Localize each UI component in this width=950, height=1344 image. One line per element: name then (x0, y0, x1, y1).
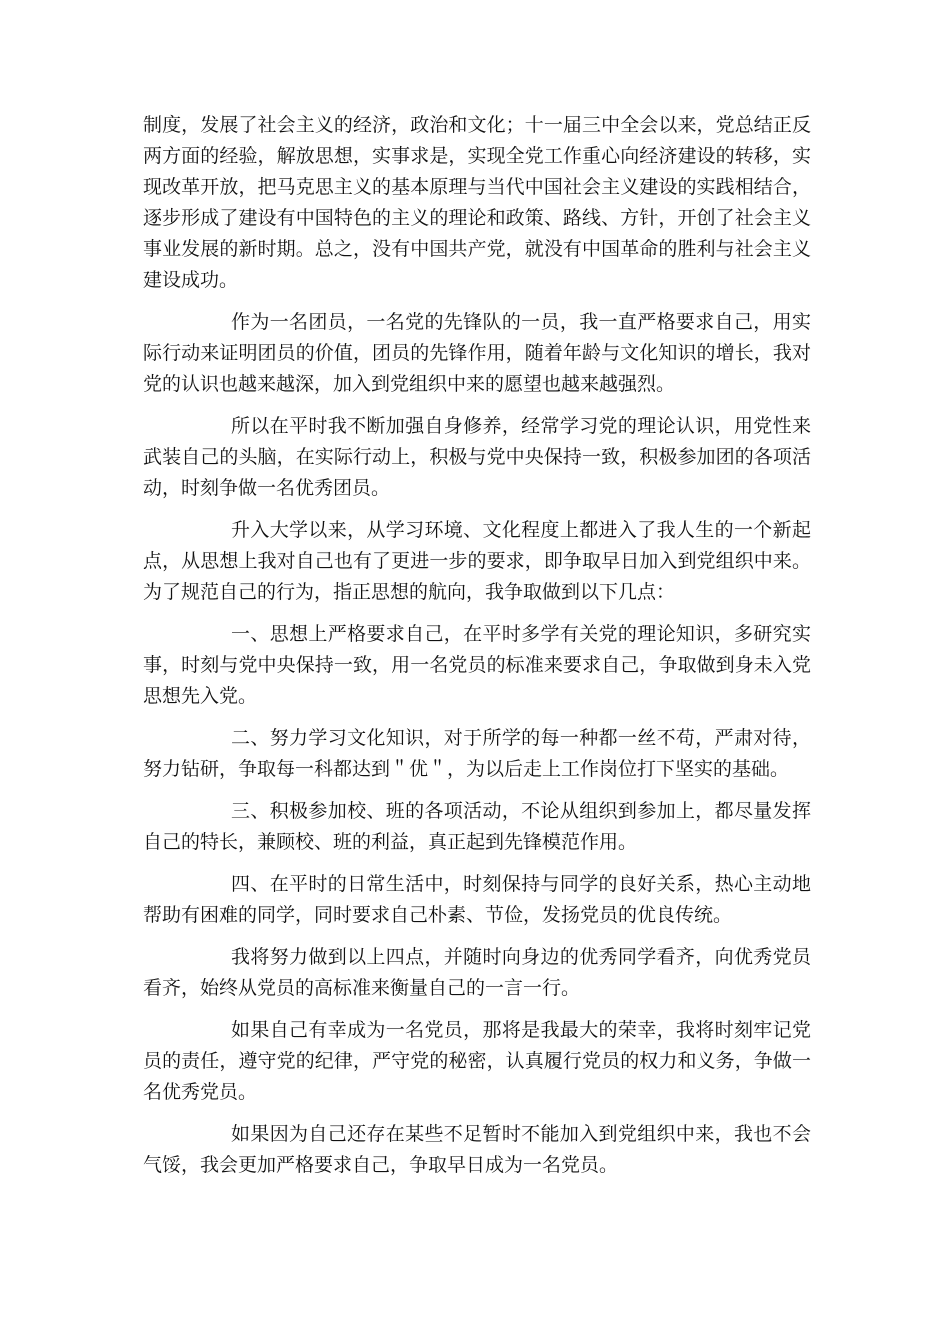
document-body (143, 110, 811, 1192)
paragraph-continuation: 制度，发展了社会主义的经济，政治和文化；十一届三中全会以来，党总结正反两方面的经验，解放思想，实事求是，实现全党工作重心向经济建设的转移，实现改革开放，把马克思主义的基本原理与当代中国社会主义建设的实践相结合，逐步形成了建设有中国特色的主义的理论和政策、路线、方针，开创了社会主义事业发展的新时期。总之，没有中国共产党，就没有中国革命的胜利与社会主义建设成功。 (143, 114, 811, 291)
paragraph: 如果因为自己还存在某些不足暂时不能加入到党组织中来，我也不会气馁，我会更加严格要求自己，争取早日成为一名党员。 (143, 1123, 811, 1176)
paragraph: 如果自己有幸成为一名党员，那将是我最大的荣幸，我将时刻牢记党员的责任，遵守党的纪律，严守党的秘密，认真履行党员的权力和义务，争做一名优秀党员。 (143, 1019, 811, 1103)
paragraph: 我将努力做到以上四点，并随时向身边的优秀同学看齐，向优秀党员看齐，始终从党员的高标准来衡量自己的一言一行。 (143, 946, 811, 999)
list-item-paragraph: 三、积极参加校、班的各项活动，不论从组织到参加上，都尽量发挥自己的特长，兼顾校、班的利益，真正起到先锋模范作用。 (143, 800, 811, 853)
list-item-paragraph: 二、努力学习文化知识，对于所学的每一种都一丝不苟，严肃对待，努力钻研，争取每一科都达到＂优＂，为以后走上工作岗位打下坚实的基础。 (143, 727, 811, 780)
paragraph: 升入大学以来，从学习环境、文化程度上都进入了我人生的一个新起点，从思想上我对自己也有了更进一步的要求，即争取早日加入到党组织中来。为了规范自己的行为，指正思想的航向，我争取做到以下几点： (143, 519, 811, 603)
list-item-paragraph: 四、在平时的日常生活中，时刻保持与同学的良好关系，热心主动地帮助有困难的同学，同时要求自己朴素、节俭，发扬党员的优良传统。 (143, 873, 811, 926)
paragraph: 作为一名团员，一名党的先锋队的一员，我一直严格要求自己，用实际行动来证明团员的价值，团员的先锋作用，随着年龄与文化知识的增长，我对党的认识也越来越深，加入到党组织中来的愿望也越来越强烈。 (143, 311, 811, 395)
list-item-paragraph: 一、思想上严格要求自己，在平时多学有关党的理论知识，多研究实事，时刻与党中央保持一致，用一名党员的标准来要求自己，争取做到身未入党思想先入党。 (143, 623, 811, 707)
paragraph: 所以在平时我不断加强自身修养，经常学习党的理论认识，用党性来武装自己的头脑，在实际行动上，积极与党中央保持一致，积极参加团的各项活动，时刻争做一名优秀团员。 (143, 415, 811, 499)
